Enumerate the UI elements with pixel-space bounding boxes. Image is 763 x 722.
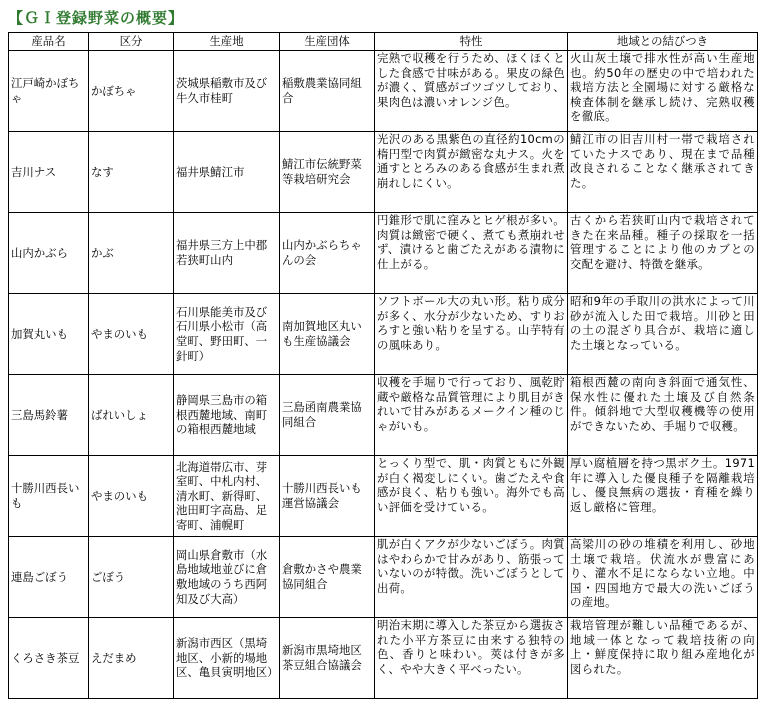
table-row bbox=[9, 618, 758, 699]
cell-characteristics: 光沢のある黒紫色の直径約10cmの楕円型で肉質が緻密な丸ナス。火を通すととろみのある食感が生まれ煮崩れしにくい。 bbox=[375, 132, 568, 213]
cell-category: なす bbox=[89, 132, 174, 213]
cell-regional-ties: 厚い腐植層を持つ黒ボク土。1971年に導入した優良種子を隔離栽培し、優良無病の選抜・育種を繰り返し厳格に管理。 bbox=[568, 456, 758, 537]
table-row bbox=[9, 456, 758, 537]
cell-organization: 十勝川西長いも運営協議会 bbox=[280, 456, 375, 537]
cell-product: くろさき茶豆 bbox=[9, 618, 89, 699]
cell-regional-ties: 高梁川の砂の堆積を利用し、砂地土壌で栽培。伏流水が豊富にあり、灌水不足にならない立地。中国・四国地方で最大の洗いごぼうの産地。 bbox=[568, 537, 758, 618]
cell-characteristics: 完熟で収穫を行うため、ほくほくとした食感で甘味がある。果皮の緑色が濃く、質感がゴツゴツしており、果肉色は濃いオレンジ色。 bbox=[375, 51, 568, 132]
cell-area: 茨城県稲敷市及び牛久市桂町 bbox=[174, 51, 280, 132]
cell-product: 江戸崎かぼちゃ bbox=[9, 51, 89, 132]
cell-category: かぶ bbox=[89, 213, 174, 294]
table-row bbox=[9, 213, 758, 294]
table-row bbox=[9, 375, 758, 456]
page-title: 【ＧＩ登録野菜の概要】 bbox=[8, 9, 185, 27]
cell-area: 福井県鯖江市 bbox=[174, 132, 280, 213]
cell-category: やまのいも bbox=[89, 294, 174, 375]
cell-area: 新潟市西区（黒埼地区、小新的場地区、亀貝寅明地区） bbox=[174, 618, 280, 699]
cell-category: かぼちゃ bbox=[89, 51, 174, 132]
header-product: 産品名 bbox=[9, 33, 89, 51]
cell-area: 岡山県倉敷市（水島地域地並びに倉敷地域のうち西阿知及び大高） bbox=[174, 537, 280, 618]
cell-product: 連島ごぼう bbox=[9, 537, 89, 618]
cell-regional-ties: 鯖江市の旧吉川村一帯で栽培されていたナスであり、現在まで品種改良されることなく継承されてきた。 bbox=[568, 132, 758, 213]
cell-characteristics: ソフトボール大の丸い形。粘り成分が多く、水分が少ないため、すりおろすと強い粘りを呈する。山芋特有の風味あり。 bbox=[375, 294, 568, 375]
cell-regional-ties: 栽培管理が難しい品種であるが、地域一体となって栽培技術の向上・鮮度保持に取り組み産地化が図られた。 bbox=[568, 618, 758, 699]
cell-category: やまのいも bbox=[89, 456, 174, 537]
cell-area: 石川県能美市及び石川県小松市（高堂町、野田町、一針町） bbox=[174, 294, 280, 375]
cell-characteristics: 肌が白くアクが少ないごぼう。肉質はやわらかで甘みがあり、筋張っていないのが特徴。洗いごぼうとして出荷。 bbox=[375, 537, 568, 618]
table-row bbox=[9, 294, 758, 375]
cell-organization: 稲敷農業協同組合 bbox=[280, 51, 375, 132]
table-row bbox=[9, 537, 758, 618]
cell-category: ばれいしょ bbox=[89, 375, 174, 456]
cell-product: 十勝川西長いも bbox=[9, 456, 89, 537]
cell-product: 吉川ナス bbox=[9, 132, 89, 213]
cell-organization: 新潟市黒埼地区茶豆組合協議会 bbox=[280, 618, 375, 699]
cell-area: 福井県三方上中郡若狭町山内 bbox=[174, 213, 280, 294]
header-category: 区分 bbox=[89, 33, 174, 51]
cell-organization: 倉敷かさや農業協同組合 bbox=[280, 537, 375, 618]
cell-characteristics: 円錐形で肌に窪みとヒゲ根が多い。肉質は緻密で硬く、煮ても煮崩れせず、漬けると歯ごたえがある漬物に仕上がる。 bbox=[375, 213, 568, 294]
cell-characteristics: 明治末期に導入した茶豆から選抜された小平方茶豆に由来する独特の色、香りと味わい。莢は付きが多く、やや大きく平べったい。 bbox=[375, 618, 568, 699]
gi-vegetables-table bbox=[8, 32, 758, 699]
header-organization: 生産団体 bbox=[280, 33, 375, 51]
cell-category: えだまめ bbox=[89, 618, 174, 699]
header-area: 生産地 bbox=[174, 33, 280, 51]
cell-organization: 南加賀地区丸いも生産協議会 bbox=[280, 294, 375, 375]
header-characteristics: 特性 bbox=[375, 33, 568, 51]
table-row bbox=[9, 51, 758, 132]
cell-characteristics: 収穫を手堀りで行っており、風乾貯蔵や厳格な品質管理により肌目がきれいで甘みがあるメークイン種のじゃがいも。 bbox=[375, 375, 568, 456]
cell-regional-ties: 昭和9年の手取川の洪水によって川砂が流入した田で栽培。川砂と田の土の混ざり具合が、栽培に適した土壌となっている。 bbox=[568, 294, 758, 375]
cell-regional-ties: 古くから若狭町山内で栽培されてきた在来品種。種子の採取を一括管理することにより他のカブとの交配を避け、特徴を継承。 bbox=[568, 213, 758, 294]
cell-category: ごぼう bbox=[89, 537, 174, 618]
cell-organization: 鯖江市伝統野菜等栽培研究会 bbox=[280, 132, 375, 213]
table-header-row bbox=[9, 33, 758, 51]
cell-area: 静岡県三島市の箱根西麓地域、南町の箱根西麓地域 bbox=[174, 375, 280, 456]
cell-product: 加賀丸いも bbox=[9, 294, 89, 375]
cell-area: 北海道帯広市、芽室町、中札内村、清水町、新得町、池田町字高島、足寄町、浦幌町 bbox=[174, 456, 280, 537]
header-regional-ties: 地域との結びつき bbox=[568, 33, 758, 51]
cell-organization: 山内かぶらちゃんの会 bbox=[280, 213, 375, 294]
cell-product: 山内かぶら bbox=[9, 213, 89, 294]
cell-organization: 三島函南農業協同組合 bbox=[280, 375, 375, 456]
cell-regional-ties: 箱根西麓の南向き斜面で通気性、保水性に優れた土壌及び自然条件。傾斜地で大型収穫機等の使用ができないため、手堀りで収穫。 bbox=[568, 375, 758, 456]
cell-product: 三島馬鈴薯 bbox=[9, 375, 89, 456]
table-row bbox=[9, 132, 758, 213]
cell-characteristics: とっくり型で、肌・肉質ともに外観が白く褐変しにくい。歯ごたえや食感が良く、粘りも強い。海外でも高い評価を受けている。 bbox=[375, 456, 568, 537]
cell-regional-ties: 火山灰土壌で排水性が高い生産地也。約50年の歴史の中で培われた栽培方法と全園場に対する厳格な検査体制を継承し続け、完熟収穫を徹底。 bbox=[568, 51, 758, 132]
